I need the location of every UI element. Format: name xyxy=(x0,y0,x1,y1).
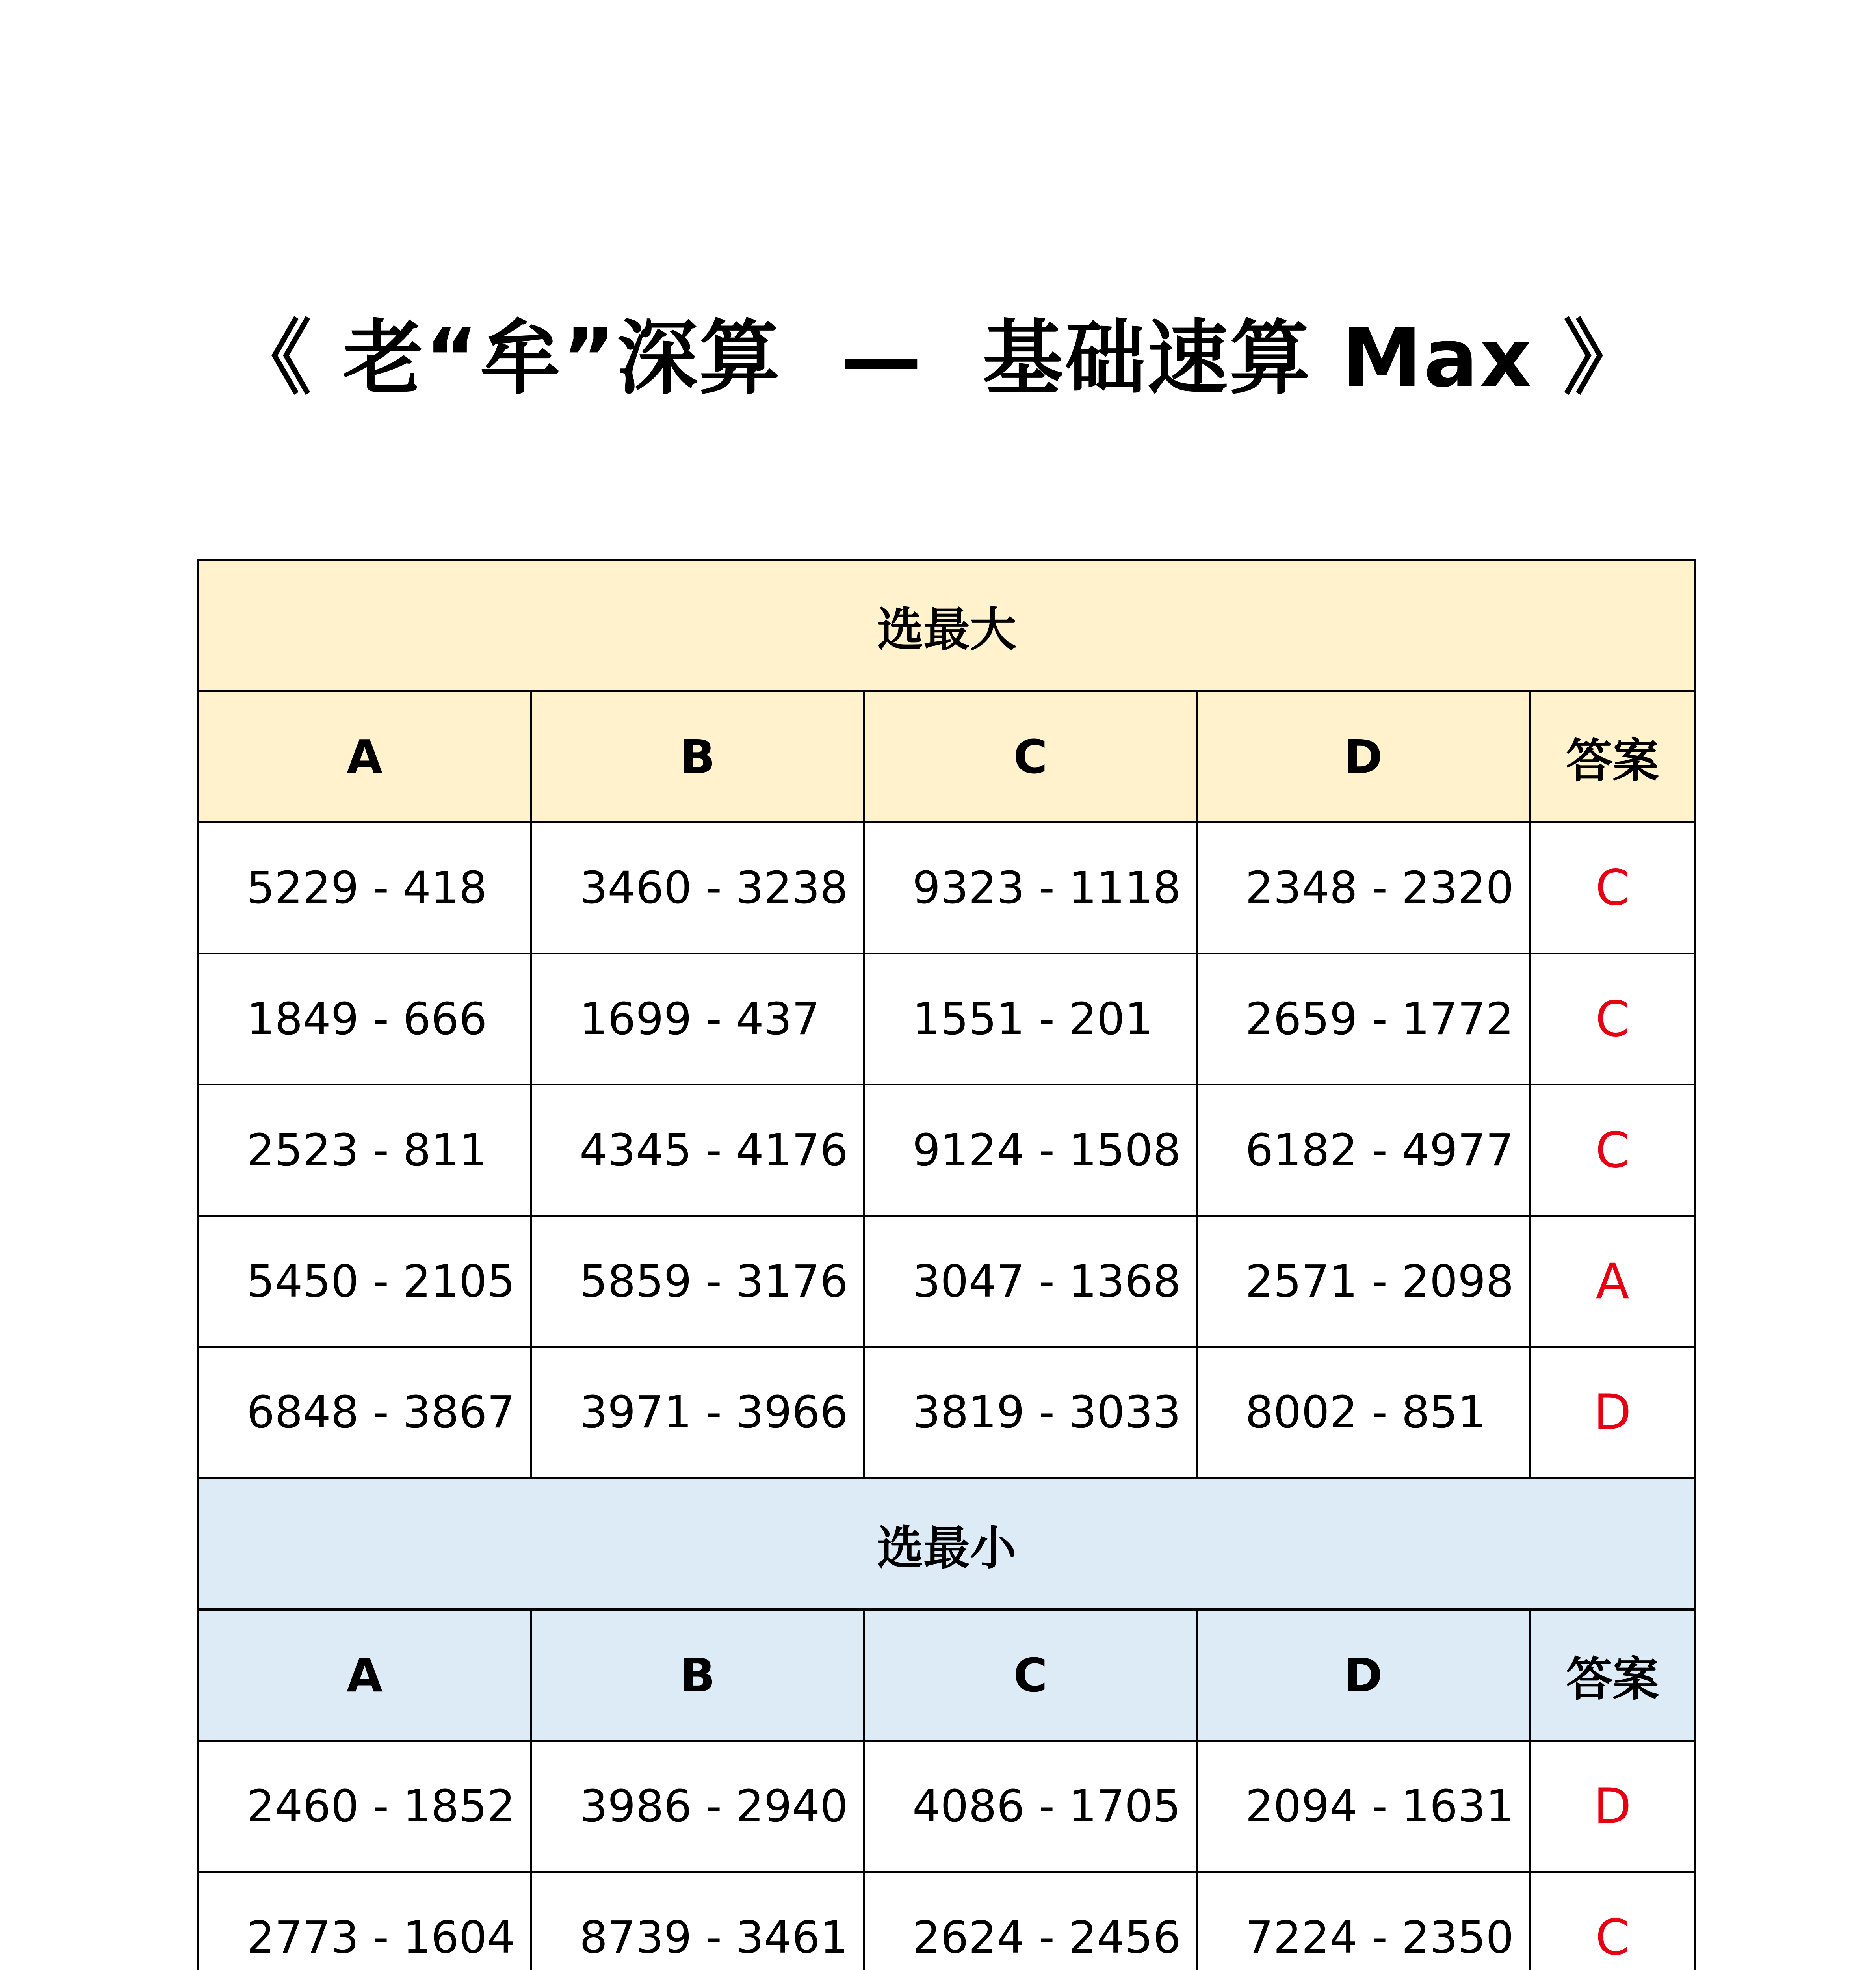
option-b-cell: 4345 - 4176 xyxy=(531,1085,864,1216)
option-d-cell: 6182 - 4977 xyxy=(1197,1085,1530,1216)
table-row xyxy=(198,822,1695,953)
option-c-cell: 9323 - 1118 xyxy=(864,822,1197,953)
answer-cell: C xyxy=(1530,953,1695,1085)
option-c-cell: 4086 - 1705 xyxy=(864,1741,1197,1872)
answer-cell: A xyxy=(1530,1216,1695,1347)
option-a-cell: 5229 - 418 xyxy=(198,822,531,953)
option-b-cell: 3460 - 3238 xyxy=(531,822,864,953)
answer-cell: C xyxy=(1530,1872,1695,1970)
option-c-cell: 3047 - 1368 xyxy=(864,1216,1197,1347)
section-heading-min: 选最小 xyxy=(198,1478,1695,1609)
table-row xyxy=(198,1347,1695,1478)
option-a-cell: 5450 - 2105 xyxy=(198,1216,531,1347)
table-row xyxy=(198,1872,1695,1970)
column-header-row xyxy=(198,691,1695,822)
option-c-cell: 2624 - 2456 xyxy=(864,1872,1197,1970)
column-header-b: B xyxy=(531,1609,864,1741)
section-max xyxy=(198,560,1695,1478)
column-header-answer: 答案 xyxy=(1530,691,1695,822)
option-d-cell: 2659 - 1772 xyxy=(1197,953,1530,1085)
column-header-a: A xyxy=(198,691,531,822)
option-d-cell: 8002 - 851 xyxy=(1197,1347,1530,1478)
section-heading-max: 选最大 xyxy=(198,560,1695,691)
option-b-cell: 5859 - 3176 xyxy=(531,1216,864,1347)
option-b-cell: 3986 - 2940 xyxy=(531,1741,864,1872)
option-b-cell: 1699 - 437 xyxy=(531,953,864,1085)
column-header-a: A xyxy=(198,1609,531,1741)
answer-cell: C xyxy=(1530,822,1695,953)
table-row xyxy=(198,1216,1695,1347)
column-header-b: B xyxy=(531,691,864,822)
column-header-row xyxy=(198,1609,1695,1741)
table-row xyxy=(198,953,1695,1085)
column-header-answer: 答案 xyxy=(1530,1609,1695,1741)
column-header-c: C xyxy=(864,1609,1197,1741)
option-a-cell: 6848 - 3867 xyxy=(198,1347,531,1478)
option-b-cell: 3971 - 3966 xyxy=(531,1347,864,1478)
option-d-cell: 7224 - 2350 xyxy=(1197,1872,1530,1970)
option-c-cell: 3819 - 3033 xyxy=(864,1347,1197,1478)
answer-cell: C xyxy=(1530,1085,1695,1216)
option-a-cell: 2460 - 1852 xyxy=(198,1741,531,1872)
column-header-d: D xyxy=(1197,691,1530,822)
option-d-cell: 2348 - 2320 xyxy=(1197,822,1530,953)
table-row xyxy=(198,1085,1695,1216)
option-d-cell: 2094 - 1631 xyxy=(1197,1741,1530,1872)
quiz-table xyxy=(197,559,1696,1970)
answer-cell: D xyxy=(1530,1741,1695,1872)
answer-cell: D xyxy=(1530,1347,1695,1478)
column-header-c: C xyxy=(864,691,1197,822)
option-c-cell: 1551 - 201 xyxy=(864,953,1197,1085)
page-title: 《 老“牟”深算 — 基础速算 Max 》 xyxy=(230,312,1646,405)
column-header-d: D xyxy=(1197,1609,1530,1741)
option-b-cell: 8739 - 3461 xyxy=(531,1872,864,1970)
table-row xyxy=(198,1741,1695,1872)
option-a-cell: 1849 - 666 xyxy=(198,953,531,1085)
option-d-cell: 2571 - 2098 xyxy=(1197,1216,1530,1347)
option-a-cell: 2523 - 811 xyxy=(198,1085,531,1216)
section-min xyxy=(198,1478,1695,1970)
option-a-cell: 2773 - 1604 xyxy=(198,1872,531,1970)
option-c-cell: 9124 - 1508 xyxy=(864,1085,1197,1216)
